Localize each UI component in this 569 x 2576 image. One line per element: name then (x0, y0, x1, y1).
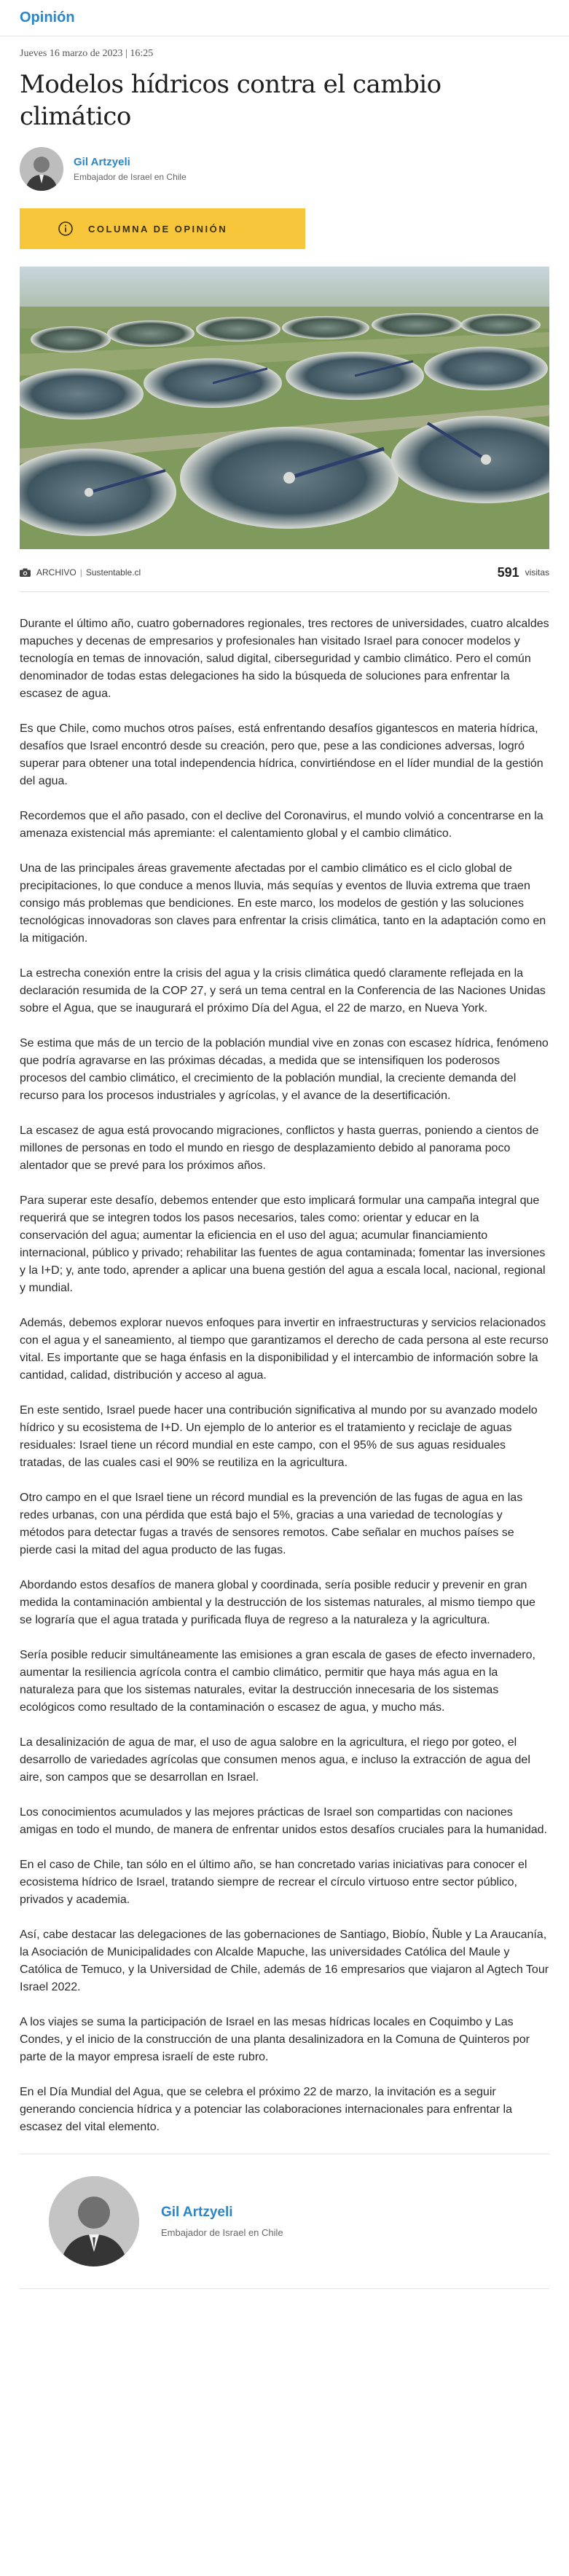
article-paragraph: La estrecha conexión entre la crisis del agua y la crisis climática quedó claramente reflejada en la declaración resumida de la COP 27, y será un tema central en la Conferencia de las Naciones Unidas sobre el Agua, que se inaugurará el próximo Día del Agua, el 22 de marzo, en Nueva York. (20, 967, 546, 1015)
article-paragraph: La desalinización de agua de mar, el uso de agua salobre en la agricultura, el riego por goteo, el desarrollo de variedades agrícolas que consumen menos agua, e incluso la extracción de agua del aire, son campos que se desarrollan en Israel. (20, 1736, 530, 1784)
article-paragraph: Sería posible reducir simultáneamente las emisiones a gran escala de gases de efecto invernadero, aumentar la resiliencia agrícola contra el cambio climático, permitir que haya más agua en la naturaleza para que los sistemas naturales, evitar la destrucción innecesaria de los sistemas ecológicos como resultado de la contaminación o escasez de agua, y mucho más. (20, 1649, 535, 1714)
article-paragraph: Para superar este desafío, debemos entender que esto implicará formular una campaña integral que requerirá que se integren todos los pasos necesarios, tales como: orientar y educar en la conservación del agua; aumentar la eficiencia en el uso del agua; acumular financiamiento internacional, público y privado; rehabilitar las fuentes de agua contaminada; fomentar las inversiones y la I+D; y, ante todo, aprender a aplicar una buena gestión del agua a escala local, nacional, regional y mundial. (20, 1194, 546, 1294)
section-link-opinion[interactable]: Opinión (20, 9, 75, 25)
article-paragraph: Se estima que más de un tercio de la población mundial vive en zonas con escasez hídrica, fenómeno que podría agravarse en las próximas décadas, a medida que se intensifiquen los poderosos procesos del cambio climático, el crecimiento de la población mundial, la creciente demanda del recurso para los procesos industriales y agrícolas, y el avance de la desertificación. (20, 1037, 549, 1102)
badge-label: COLUMNA DE OPINIÓN (88, 223, 228, 235)
author-byline (0, 133, 569, 191)
photo-credit: Sustentable.cl (85, 567, 141, 578)
article-paragraph: La escasez de agua está provocando migraciones, conflictos y hasta guerras, poniendo a cientos de millones de personas en todo el mundo en riesgo de desplazamiento debido al panorama poco alentador que se prevé para los próximos años. (20, 1124, 539, 1172)
photo-credit-separator: | (79, 567, 82, 578)
author-card (20, 2154, 549, 2289)
photo-meta (0, 564, 569, 581)
info-icon (58, 221, 74, 237)
article-paragraph: Además, debemos explorar nuevos enfoques para invertir en infraestructuras y servicios relacionados con el agua y el saneamiento, al tiempo que garantizamos el derecho de cada persona al este recurso vital. Es importante que se haga énfasis en la disponibilidad y el intercambio de información sobre la cantidad, calidad, distribución y acceso al agua. (20, 1317, 549, 1382)
author-name-link[interactable]: Gil Artzyeli (74, 156, 130, 168)
article-title: Modelos hídricos contra el cambio climático (20, 70, 442, 131)
article-paragraph: Otro campo en el que Israel tiene un récord mundial es la prevención de las fugas de agua en las redes urbanas, con una pérdida que está bajo el 5%, gracias a una variedad de tecnologías y métodos para detectar fugas a través de sensores remotos. Cabe señalar en muchos países se pierde casi la mitad del agua producto de las fugas. (20, 1492, 523, 1556)
article-paragraph: Los conocimientos acumulados y las mejores prácticas de Israel son compartidas con naciones amigas en todo el mundo, de manera de enfrentar unidos estos desafíos cruciales para la humanidad. (20, 1806, 547, 1836)
opinion-column-badge (20, 208, 305, 249)
author-card-role: Embajador de Israel en Chile (161, 2227, 283, 2238)
author-avatar[interactable] (20, 147, 63, 191)
article-paragraph: En el Día Mundial del Agua, que se celebra el próximo 22 de marzo, la invitación es a seguir generando conciencia hídrica y a potenciar las colaboraciones internacionales para enfrentar la escasez del vital elemento. (20, 2086, 512, 2133)
article-paragraph: Durante el último año, cuatro gobernadores regionales, tres rectores de universidades, cuatro alcaldes mapuches y decenas de empresarios y profesionales han visitado Israel para conocer modelos y tecnología en temas de innovación, salud digital, ciberseguridad y cambio climático. Pero el común denominador de todas estas delegaciones ha sido la búsqueda de soluciones para enfrentar la escasez de agua. (20, 618, 549, 700)
article-paragraph: Así, cabe destacar las delegaciones de las gobernaciones de Santiago, Biobío, Ñuble y La Araucanía, la Asociación de Municipalidades con Alcalde Mapuche, las universidades Católica del Maule y Católica de Temuco, y la Universidad de Chile, además de 16 empresarios que viajaron al Agtech Tour Israel 2022. (20, 1929, 549, 1993)
top-bar (0, 0, 569, 36)
photo-source: ARCHIVO (36, 567, 76, 578)
publish-date: Jueves 16 marzo de 2023 | 16:25 (20, 48, 154, 59)
article-paragraph: Es que Chile, como muchos otros países, está enfrentando desafíos gigantescos en materia hídrica, desafíos que Israel encontró desde su creación, pero que, pese a las condiciones adversas, logró superar para obtener una total independencia hídrica, convirtiéndose en el líder mundial de la gestión del agua. (20, 722, 544, 787)
article-paragraph: En este sentido, Israel puede hacer una contribución significativa al mundo por su avanzado modelo hídrico y su ecosistema de I+D. Un ejemplo de lo anterior es el tratamiento y reciclaje de aguas residuales: Israel tiene un récord mundial en este campo, con el 95% de sus aguas residuales tratadas, de las cuales casi el 90% se reutiliza en la agricultura. (20, 1404, 538, 1469)
article-paragraph: Una de las principales áreas gravemente afectadas por el cambio climático es el ciclo global de precipitaciones, lo que conduce a menos lluvia, más sequías y eventos de lluvia extrema que traen consigo más problemas que bendiciones. En este marco, los modelos de gestión y las soluciones tecnológicas innovadoras son claves para enfrentar la crisis climática, tanto en la adaptación como en la mitigación. (20, 862, 546, 945)
article-body (0, 592, 569, 2136)
article-paragraph: En el caso de Chile, tan sólo en el último año, se han concretado varias iniciativas para conocer el ecosistema hídrico de Israel, tratando siempre de recrear el círculo virtuoso entre sector público, privados y academia. (20, 1859, 527, 1906)
article-photo (20, 267, 549, 549)
article-paragraph: A los viajes se suma la participación de Israel en las mesas hídricas locales en Coquimbo y Las Condes, y el inicio de la construcción de una planta desalinizadora en la Comuna de Quinteros por parte de la mayor empresa israelí de este rubro. (20, 2016, 530, 2063)
author-card-name[interactable]: Gil Artzyeli (161, 2205, 233, 2220)
author-card-avatar[interactable] (49, 2176, 139, 2266)
camera-icon (20, 568, 31, 577)
visits-count: 591 (497, 564, 519, 580)
article-paragraph: Recordemos que el año pasado, con el declive del Coronavirus, el mundo volvió a concentrarse en la amenaza existencial más apremiante: el calentamiento global y el cambio climático. (20, 810, 544, 840)
visits-label: visitas (525, 567, 549, 578)
article-paragraph: Abordando estos desafíos de manera global y coordinada, sería posible reducir y prevenir en gran medida la contaminación ambiental y la destrucción de los sistemas naturales, al mismo tiempo que se lograría que el agua tratada y purificada fluya de regreso a la naturaleza y la agricultura. (20, 1579, 535, 1626)
author-role: Embajador de Israel en Chile (74, 172, 187, 182)
